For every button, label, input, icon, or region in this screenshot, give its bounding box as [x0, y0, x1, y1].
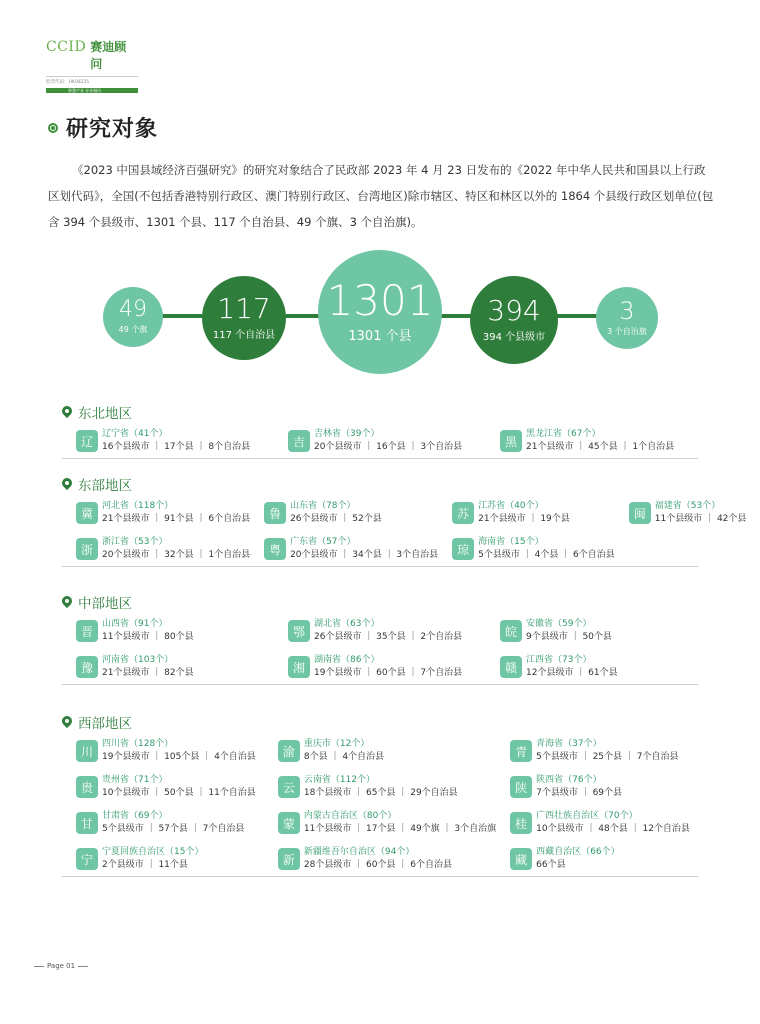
province-item — [62, 428, 274, 454]
logo-cn: 赛迪顾问 — [90, 40, 127, 71]
region-title: 西部地区 — [78, 716, 132, 732]
province-detail: 26个县级市 ｜ 52个县 — [290, 514, 382, 524]
province-item — [264, 846, 496, 872]
province-info — [102, 618, 194, 644]
region-header — [62, 402, 698, 422]
province-abbr-badge: 贵 — [76, 776, 98, 798]
province-info — [102, 810, 244, 836]
province-detail: 5个县级市 ｜ 25个县 ｜ 7个自治县 — [536, 752, 679, 762]
province-item — [250, 500, 438, 526]
province-item — [438, 500, 615, 526]
province-info — [536, 810, 690, 836]
region-title: 东部地区 — [78, 478, 132, 494]
province-abbr-badge: 宁 — [76, 848, 98, 870]
province-info — [290, 500, 382, 526]
province-name: 内蒙古自治区（80个） — [303, 811, 397, 821]
province-item — [62, 774, 264, 800]
province-name: 山西省（91个） — [102, 619, 168, 629]
province-item — [264, 774, 496, 800]
province-detail: 21个县级市 ｜ 45个县 ｜ 1个自治县 — [526, 442, 675, 452]
province-name: 江苏省（40个） — [478, 501, 544, 511]
province-detail: 18个县级市 ｜ 65个县 ｜ 29个自治县 — [303, 788, 458, 798]
province-abbr-badge: 琼 — [452, 538, 474, 560]
region-header — [62, 712, 698, 732]
province-grid — [62, 618, 698, 685]
province-abbr-badge: 鄂 — [288, 620, 310, 642]
stat-circle-autonomous-banners — [596, 287, 658, 349]
page-footer — [34, 962, 88, 970]
province-abbr-badge: 甘 — [76, 812, 98, 834]
province-info — [102, 774, 256, 800]
region-header — [62, 592, 698, 612]
stat-number: 49 — [119, 297, 147, 322]
province-info — [102, 738, 256, 764]
province-item — [496, 846, 698, 872]
province-detail: 20个县级市 ｜ 34个县 ｜ 3个自治县 — [290, 550, 439, 560]
province-abbr-badge: 陕 — [510, 776, 532, 798]
stat-circle-autonomous-counties — [202, 276, 286, 360]
province-info — [536, 738, 678, 764]
province-detail: 11个县级市 ｜ 80个县 — [102, 632, 194, 642]
province-name: 辽宁省（41个） — [102, 429, 168, 439]
province-abbr-badge: 浙 — [76, 538, 98, 560]
province-abbr-badge: 皖 — [500, 620, 522, 642]
province-grid — [62, 738, 698, 877]
province-item — [486, 428, 698, 454]
province-detail: 19个县级市 ｜ 60个县 ｜ 7个自治县 — [314, 668, 463, 678]
province-item — [62, 738, 264, 764]
region-block — [62, 474, 747, 567]
province-item — [264, 810, 496, 836]
stat-number: 1301 — [326, 276, 434, 325]
province-name: 甘肃省（69个） — [102, 811, 168, 821]
province-detail: 16个县级市 ｜ 17个县 ｜ 8个自治县 — [102, 442, 251, 452]
province-abbr-badge: 黑 — [500, 430, 522, 452]
province-info — [314, 654, 462, 680]
province-abbr-badge: 辽 — [76, 430, 98, 452]
province-detail: 20个县级市 ｜ 16个县 ｜ 3个自治县 — [314, 442, 463, 452]
footer-rule — [78, 966, 88, 967]
province-detail: 28个县级市 ｜ 60个县 ｜ 6个自治县 — [303, 860, 452, 870]
province-detail: 26个县级市 ｜ 35个县 ｜ 2个自治县 — [314, 632, 463, 642]
province-info — [478, 536, 615, 562]
province-info — [304, 810, 496, 836]
province-name: 安徽省（59个） — [526, 619, 592, 629]
province-info — [102, 846, 203, 872]
province-detail: 66个县 — [536, 860, 566, 870]
province-abbr-badge: 云 — [278, 776, 300, 798]
province-abbr-badge: 冀 — [76, 502, 98, 524]
stat-number: 394 — [487, 294, 541, 327]
region-block — [62, 712, 698, 877]
province-name: 河北省（118个） — [102, 501, 174, 511]
province-name: 广西壮族自治区（70个） — [536, 811, 638, 821]
province-info — [290, 536, 438, 562]
province-abbr-badge: 苏 — [452, 502, 474, 524]
province-name: 湖北省（63个） — [314, 619, 380, 629]
province-item — [486, 654, 698, 680]
province-abbr-badge: 桂 — [510, 812, 532, 834]
stat-circle-county-cities — [470, 276, 558, 364]
province-info — [478, 500, 570, 526]
stat-label: 3 个自治旗 — [607, 327, 647, 336]
province-name: 贵州省（71个） — [102, 775, 168, 785]
province-item — [264, 738, 496, 764]
province-detail: 7个县级市 ｜ 69个县 — [536, 788, 623, 798]
province-name: 新疆维吾尔自治区（94个） — [303, 847, 415, 857]
region-block — [62, 402, 698, 459]
province-detail: 11个县级市 ｜ 17个县 ｜ 49个旗 ｜ 3个自治旗 — [303, 824, 497, 834]
page-number: Page 01 — [47, 962, 76, 970]
province-detail: 9个县级市 ｜ 50个县 — [526, 632, 612, 642]
province-name: 陕西省（76个） — [536, 775, 602, 785]
province-info — [536, 774, 622, 800]
province-detail: 10个县级市 ｜ 48个县 ｜ 12个自治县 — [536, 824, 690, 834]
province-abbr-badge: 藏 — [510, 848, 532, 870]
location-pin-icon — [62, 478, 72, 490]
stat-label: 394 个县级市 — [482, 332, 546, 343]
province-name: 青海省（37个） — [536, 739, 602, 749]
location-pin-icon — [62, 716, 72, 728]
province-name: 宁夏回族自治区（15个） — [102, 847, 204, 857]
province-grid — [62, 500, 747, 567]
bullet-icon — [48, 123, 58, 133]
logo-en: CCID — [46, 39, 87, 55]
province-abbr-badge: 青 — [510, 740, 532, 762]
province-info — [102, 536, 250, 562]
province-item — [62, 536, 250, 562]
province-abbr-badge: 晋 — [76, 620, 98, 642]
province-detail: 5个县级市 ｜ 57个县 ｜ 7个自治县 — [102, 824, 245, 834]
province-abbr-badge: 豫 — [76, 656, 98, 678]
province-item — [274, 428, 486, 454]
province-info — [102, 654, 194, 680]
region-title: 东北地区 — [78, 406, 132, 422]
logo-bar: 智慧产业 专业顾问 — [46, 88, 138, 93]
province-name: 江西省（73个） — [526, 655, 592, 665]
province-abbr-badge: 新 — [278, 848, 300, 870]
province-item — [486, 618, 698, 644]
province-detail: 20个县级市 ｜ 32个县 ｜ 1个自治县 — [102, 550, 251, 560]
province-name: 河南省（103个） — [102, 655, 174, 665]
province-item — [62, 810, 264, 836]
province-name: 黑龙江省（67个） — [526, 429, 601, 439]
province-name: 浙江省（53个） — [102, 537, 168, 547]
province-item — [62, 500, 250, 526]
stats-circles — [0, 240, 760, 390]
province-info — [102, 500, 250, 526]
province-abbr-badge: 赣 — [500, 656, 522, 678]
province-abbr-badge: 闽 — [629, 502, 651, 524]
province-abbr-badge: 渝 — [278, 740, 300, 762]
stat-label: 49 个旗 — [118, 325, 148, 334]
ccid-logo — [46, 38, 138, 93]
province-detail: 2个县级市 ｜ 11个县 — [102, 860, 188, 870]
region-header — [62, 474, 698, 494]
province-detail: 8个县 ｜ 4个自治县 — [303, 752, 385, 762]
region-block — [62, 592, 698, 685]
province-info — [304, 774, 458, 800]
province-name: 广东省（57个） — [290, 537, 356, 547]
province-info — [314, 428, 462, 454]
region-title: 中部地区 — [78, 596, 132, 612]
province-abbr-badge: 吉 — [288, 430, 310, 452]
section-title: 研究对象 — [66, 117, 159, 142]
location-pin-icon — [62, 406, 72, 418]
province-name: 云南省（112个） — [303, 775, 376, 785]
stat-number: 117 — [217, 292, 271, 325]
province-name: 福建省（53个） — [654, 501, 721, 511]
section-header — [48, 112, 158, 143]
province-item — [496, 810, 698, 836]
province-item — [62, 846, 264, 872]
province-info — [526, 618, 612, 644]
province-name: 四川省（128个） — [102, 739, 174, 749]
location-pin-icon — [62, 596, 72, 608]
province-abbr-badge: 川 — [76, 740, 98, 762]
stat-number: 3 — [619, 297, 635, 325]
province-name: 湖南省（86个） — [314, 655, 380, 665]
province-grid — [62, 428, 698, 459]
province-item — [62, 654, 274, 680]
province-item — [250, 536, 438, 562]
province-info — [102, 428, 250, 454]
province-abbr-badge: 鲁 — [264, 502, 286, 524]
province-info — [655, 500, 747, 526]
province-detail: 19个县级市 ｜ 105个县 ｜ 4个自治县 — [102, 752, 256, 762]
province-item — [274, 618, 486, 644]
stat-label: 117 个自治县 — [212, 330, 276, 341]
province-item — [496, 774, 698, 800]
province-detail: 10个县级市 ｜ 50个县 ｜ 11个自治县 — [102, 788, 256, 798]
province-item — [496, 738, 698, 764]
province-name: 吉林省（39个） — [314, 429, 380, 439]
province-info — [304, 846, 452, 872]
province-detail: 12个县级市 ｜ 61个县 — [526, 668, 618, 678]
province-item — [615, 500, 747, 526]
province-detail: 11个县级市 ｜ 42个县 — [654, 514, 747, 524]
stat-label: 1301 个县 — [348, 329, 412, 344]
province-abbr-badge: 蒙 — [278, 812, 300, 834]
province-info — [314, 618, 462, 644]
province-detail: 21个县级市 ｜ 19个县 — [478, 514, 570, 524]
stat-circle-banners — [103, 287, 163, 347]
stat-circle-counties — [318, 250, 442, 374]
province-info — [526, 654, 618, 680]
footer-rule — [34, 966, 44, 967]
province-detail: 5个县级市 ｜ 4个县 ｜ 6个自治县 — [478, 550, 615, 560]
province-info — [536, 846, 619, 872]
province-name: 重庆市（12个） — [303, 739, 370, 749]
province-abbr-badge: 湘 — [288, 656, 310, 678]
logo-sub: 股票代码：HK08235 — [46, 76, 138, 85]
province-name: 海南省（15个） — [478, 537, 544, 547]
province-item — [274, 654, 486, 680]
province-name: 西藏自治区（66个） — [536, 847, 620, 857]
province-item — [62, 618, 274, 644]
province-info — [304, 738, 384, 764]
province-name: 山东省（78个） — [290, 501, 356, 511]
province-item — [438, 536, 615, 562]
province-detail: 21个县级市 ｜ 82个县 — [102, 668, 194, 678]
province-info — [526, 428, 674, 454]
intro-paragraph: 《2023 中国县域经济百强研究》的研究对象结合了民政部 2023 年 4 月 23 日发布的《2022 年中华人民共和国县以上行政区划代码》，全国(不包括香港特别行政区、澳门特别行政区、台湾地区)除市辖区、特区和林区以外的 1864 个县级行政区划单位(包含 394 个县级市、1301 个县、117 个自治县、49 个旗、3 个自治旗)。 — [48, 163, 714, 229]
province-detail: 21个县级市 ｜ 91个县 ｜ 6个自治县 — [102, 514, 251, 524]
province-abbr-badge: 粤 — [264, 538, 286, 560]
